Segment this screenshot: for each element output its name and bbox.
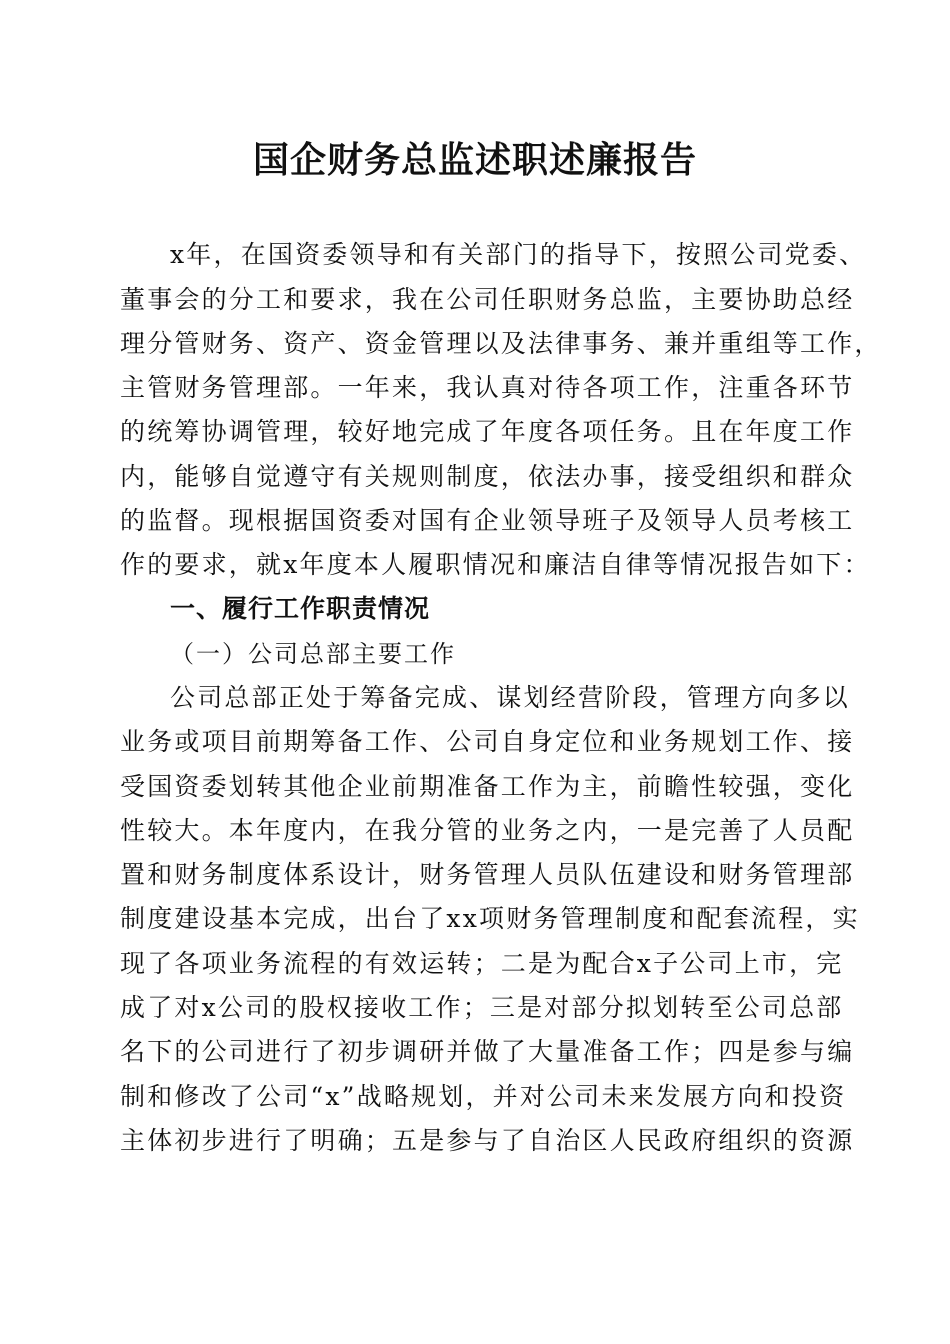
- document-title: 国企财务总监述职述廉报告: [252, 139, 697, 181]
- intro-line: 主管财务管理部。一年来，我认真对待各项工作，注重各环节: [120, 373, 855, 402]
- body-line: 现了各项业务流程的有效运转；二是为配合x子公司上市，完: [120, 949, 844, 978]
- intro-line: 内，能够自觉遵守有关规则制度，依法办事，接受组织和群众: [120, 462, 855, 491]
- intro-line: x年，在国资委领导和有关部门的指导下，按照公司党委、: [170, 240, 867, 269]
- intro-line: 的监督。现根据国资委对国有企业领导班子及领导人员考核工: [120, 506, 855, 535]
- body-line: 主体初步进行了明确；五是参与了自治区人民政府组织的资源: [120, 1126, 855, 1155]
- body-line: 受国资委划转其他企业前期准备工作为主，前瞻性较强，变化: [120, 772, 855, 801]
- body-line: 业务或项目前期筹备工作、公司自身定位和业务规划工作、接: [120, 727, 855, 756]
- intro-line: 理分管财务、资产、资金管理以及法律事务、兼并重组等工作，: [120, 329, 882, 358]
- body-line: 公司总部正处于筹备完成、谋划经营阶段，管理方向多以: [170, 683, 851, 712]
- body-line: 制和修改了公司“x”战略规划，并对公司未来发展方向和投资: [120, 1082, 847, 1111]
- body-line: 成了对x公司的股权接收工作；三是对部分拟划转至公司总部: [120, 993, 844, 1022]
- intro-line: 作的要求，就x年度本人履职情况和廉洁自律等情况报告如下：: [120, 550, 871, 579]
- intro-line: 的统筹协调管理，较好地完成了年度各项任务。且在年度工作: [120, 417, 855, 446]
- intro-line: 董事会的分工和要求，我在公司任职财务总监，主要协助总经: [120, 285, 855, 314]
- body-line: 置和财务制度体系设计，财务管理人员队伍建设和财务管理部: [120, 860, 855, 889]
- body-line: 名下的公司进行了初步调研并做了大量准备工作；四是参与编: [120, 1037, 855, 1066]
- section-heading: 一、履行工作职责情况: [170, 594, 431, 623]
- body-line: 性较大。本年度内，在我分管的业务之内，一是完善了人员配: [120, 816, 855, 845]
- subsection-heading: （一）公司总部主要工作: [170, 640, 456, 668]
- body-line: 制度建设基本完成，出台了xx项财务管理制度和配套流程，实: [120, 904, 860, 933]
